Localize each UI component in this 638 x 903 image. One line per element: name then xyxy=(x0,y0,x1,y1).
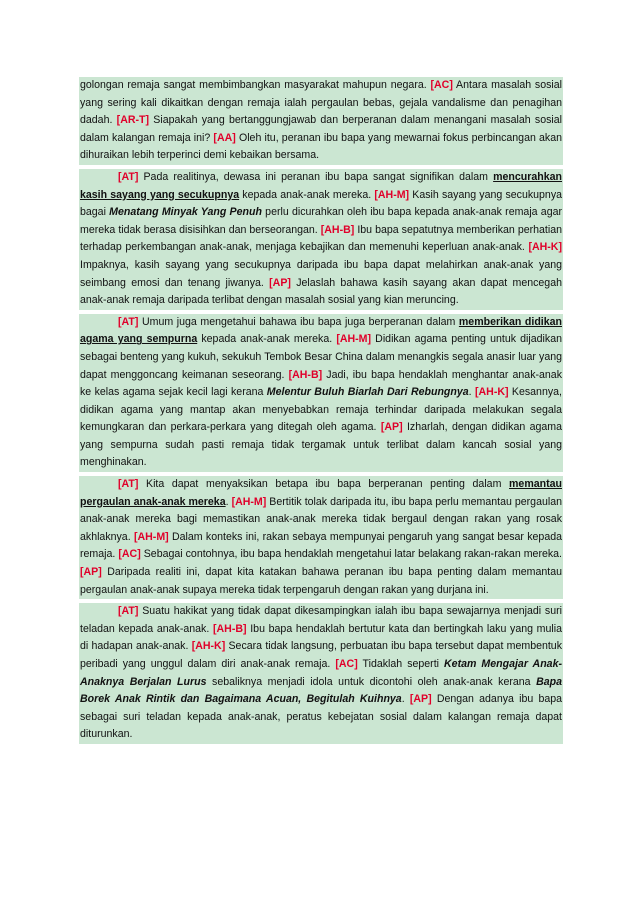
paragraph-text: perlu dicurahkan oleh ibu bapa kepada anak-anak remaja agar mereka tidak berasa disisihkan dan berseorangan. xyxy=(80,206,563,236)
essay-paragraph xyxy=(79,476,563,599)
paragraph-text: Kesannya, didikan agama yang mantap akan menyebabkan remaja terhindar daripada melakukan segala kemungkaran dan perkara-perkara yang ditegah oleh agama. xyxy=(80,386,562,434)
paragraph-text: Oleh itu, peranan ibu bapa yang mewarnai fokus perbincangan akan dihuraikan lebih terperinci demi kebaikan bersama. xyxy=(80,131,562,162)
paragraph-text: Dengan adanya ibu bapa sebagai suri teladan kepada anak-anak, peratus kebejatan sosial dalam kalangan remaja dapat diturunkan. xyxy=(80,693,563,741)
section-tag: [AH-M] xyxy=(133,530,169,543)
section-tag: [AP] xyxy=(380,421,403,434)
essay-paragraph xyxy=(79,603,563,744)
paragraph-text: Dalam konteks ini, rakan sebaya mempunyai pengaruh yang sangat besar kepada remaja. xyxy=(80,530,563,561)
paragraph-text: Suatu hakikat yang tidak dapat dikesampingkan ialah ibu bapa sewajarnya menjadi suri teladan kepada anak-anak. xyxy=(80,605,562,635)
essay-document xyxy=(79,77,563,744)
section-tag: [AT] xyxy=(118,605,139,618)
section-tag: [AC] xyxy=(430,79,453,91)
paragraph-text: Kasih sayang yang secukupnya bagai xyxy=(80,188,563,219)
section-tag: [AH-B] xyxy=(213,622,247,635)
paragraph-text: Impaknya, kasih sayang yang secukupnya daripada ibu bapa dapat melahirkan anak-anak yang seimbang emosi dan tenang jiwanya. xyxy=(80,258,562,289)
paragraph-text: Tidaklah seperti xyxy=(357,658,445,670)
section-tag: [AH-M] xyxy=(231,495,267,508)
section-tag: [AH-B] xyxy=(320,223,355,236)
peribahasa-phrase: Melentur Buluh Biarlah Dari Rebungnya xyxy=(266,386,469,399)
key-point-phrase: memberikan didikan agama yang sempurna xyxy=(80,315,562,346)
section-tag: [AT] xyxy=(118,478,139,491)
section-tag: [AP] xyxy=(409,693,432,706)
section-tag: [AH-B] xyxy=(288,368,323,381)
paragraph-text: sebaliknya menjadi idola untuk dicontohi oleh anak-anak kerana xyxy=(206,675,537,688)
section-tag: [AH-M] xyxy=(374,188,410,201)
paragraph-text: . xyxy=(225,495,232,508)
peribahasa-phrase: Menatang Minyak Yang Penuh xyxy=(109,206,262,219)
section-tag: [AC] xyxy=(335,658,358,670)
section-tag: [AA] xyxy=(213,131,236,144)
key-point-phrase: mencurahkan kasih sayang yang secukupnya xyxy=(80,170,562,201)
paragraph-text: Didikan agama penting untuk dijadikan sebagai benteng yang kukuh, sekukuh Tembok Besar China dalam menangkis segala anasir luar yang dapat menggoncang keimanan seseorang. xyxy=(80,333,562,381)
section-tag: [AT] xyxy=(118,170,139,183)
paragraph-text: Ibu bapa hendaklah bertutur kata dan bertingkah laku yang mulia di hadapan anak-anak. xyxy=(80,622,562,653)
section-tag: [AH-M] xyxy=(336,333,372,346)
section-tag: [AR-T] xyxy=(116,114,150,127)
paragraph-text: Jelaslah bahawa kasih sayang akan dapat mencegah anak-anak remaja daripada terlibat dengan masalah sosial yang kian meruncing. xyxy=(80,276,562,307)
peribahasa-phrase: Ketam Mengajar Anak-Anaknya Berjalan Lurus xyxy=(80,658,562,688)
paragraph-text: golongan remaja sangat membimbangkan masyarakat mahupun negara. xyxy=(80,79,431,91)
paragraph-text: . xyxy=(401,693,410,706)
key-point-phrase: memantau pergaulan anak-anak mereka xyxy=(80,478,562,508)
essay-paragraph xyxy=(79,314,563,472)
paragraph-text: Antara masalah sosial yang sering kali dikaitkan dengan remaja ialah pergaulan bebas, gejala vandalisme dan penagihan dadah. xyxy=(80,79,562,127)
section-tag: [AP] xyxy=(269,276,291,289)
paragraph-text: Siapakah yang bertanggungjawab dan berperanan dalam menangani masalah sosial dalam kalangan remaja ini? xyxy=(80,114,562,144)
paragraph-text: Izharlah, dengan didikan agama yang sempurna sudah pasti remaja tidak tergamak untuk terlibat dalam kancah sosial yang menghinakan. xyxy=(80,421,562,469)
peribahasa-phrase: Bapa Borek Anak Rintik dan Bagaimana Acuan, Begitulah Kuihnya xyxy=(80,675,563,706)
paragraph-text: kepada anak-anak mereka. xyxy=(239,188,375,201)
paragraph-text: Kita dapat menyaksikan betapa ibu bapa berperanan penting dalam xyxy=(138,478,510,491)
paragraph-text: Ibu bapa sepatutnya memberikan perhatian terhadap perkembangan anak-anak, menjaga kebajikan dan memenuhi keperluan anak-anak. xyxy=(80,223,562,254)
section-tag: [AH-K] xyxy=(528,241,562,254)
section-tag: [AP] xyxy=(80,566,102,579)
paragraph-text: Jadi, ibu bapa hendaklah menghantar anak-anak ke kelas agama sejak kecil lagi kerana xyxy=(80,368,562,399)
paragraph-text: Bertitik tolak daripada itu, ibu bapa perlu memantau pergaulan anak-anak mereka bagi memastikan anak-anak mereka tidak bergaul dengan rakan yang rosak akhlaknya. xyxy=(80,495,562,543)
paragraph-text: . xyxy=(468,386,475,399)
paragraph-text: Pada realitinya, dewasa ini peranan ibu bapa sangat signifikan dalam xyxy=(138,170,494,183)
paragraph-text: Sebagai contohnya, ibu bapa hendaklah mengetahui latar belakang rakan-rakan mereka. xyxy=(140,548,562,561)
paragraph-text: kepada anak-anak mereka. xyxy=(197,333,337,346)
paragraph-text: Secara tidak langsung, perbuatan ibu bapa tersebut dapat membentuk peribadi yang unggul dalam diri anak-anak remaja. xyxy=(80,640,563,670)
section-tag: [AH-K] xyxy=(474,386,509,399)
section-tag: [AH-K] xyxy=(191,640,226,653)
paragraph-text: Daripada realiti ini, dapat kita katakan bahawa peranan ibu bapa penting dalam memantau pergaulan anak-anak supaya mereka tidak terpengaruh dengan rakan yang durjana ini. xyxy=(80,566,562,596)
essay-paragraph xyxy=(79,169,563,310)
paragraph-text: Umum juga mengetahui bahawa ibu bapa juga berperanan dalam xyxy=(138,315,459,328)
section-tag: [AT] xyxy=(118,315,139,328)
essay-paragraph xyxy=(79,77,563,165)
section-tag: [AC] xyxy=(118,548,141,561)
